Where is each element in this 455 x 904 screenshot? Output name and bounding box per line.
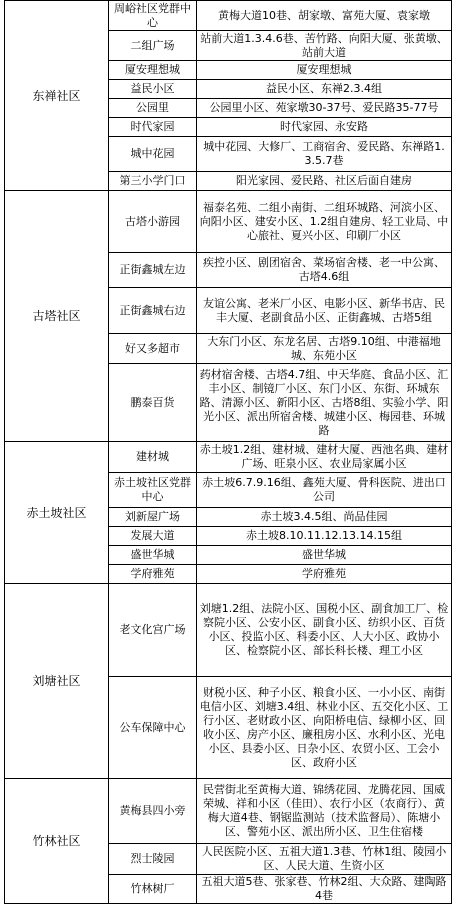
coverage-area-cell: 城中花园、大修厂、工商宿舍、爱民路、东禅路1.3.5.7巷 bbox=[197, 137, 452, 172]
coverage-area-cell: 赤土坡6.7.9.16组、鑫苑大厦、骨科医院、进出口公司 bbox=[197, 473, 452, 508]
site-name-cell: 周峪社区党群中心 bbox=[109, 1, 197, 31]
community-name-cell: 赤土坡社区 bbox=[5, 442, 109, 584]
coverage-area-cell: 赤土坡1.2组、建材城、建材大厦、西池名典、建材广场、旺泉小区、农业局家属小区 bbox=[197, 442, 452, 473]
table-row bbox=[5, 1, 452, 31]
table-row bbox=[5, 442, 452, 473]
coverage-area-cell: 公园里小区、苑家墩30-37号、爱民路35-77号 bbox=[197, 99, 452, 118]
site-name-cell: 老文化宫广场 bbox=[109, 584, 197, 677]
community-name-cell: 刘塘社区 bbox=[5, 584, 109, 779]
coverage-area-cell: 五祖大道5巷、张家巷、竹林2组、大众路、建陶路4巷 bbox=[197, 875, 452, 904]
table-row bbox=[5, 191, 452, 253]
coverage-area-cell: 人民医院小区、五祖大道1.3巷、竹林1组、陵园小区、人民大道、生资小区 bbox=[197, 844, 452, 875]
site-name-cell: 盛世华城 bbox=[109, 546, 197, 565]
site-name-cell: 好又多超市 bbox=[109, 334, 197, 364]
site-name-cell: 刘新屋广场 bbox=[109, 508, 197, 527]
site-name-cell: 正街鑫城左边 bbox=[109, 253, 197, 288]
site-name-cell: 第三小学门口 bbox=[109, 172, 197, 191]
coverage-area-cell: 大东门小区、东龙名居、古塔9.10组、中港福地城、东苑小区 bbox=[197, 334, 452, 364]
coverage-area-cell: 阳光家园、爱民路、社区后面自建房 bbox=[197, 172, 452, 191]
area-table-body bbox=[5, 1, 452, 904]
site-name-cell: 烈士陵园 bbox=[109, 844, 197, 875]
coverage-area-cell: 财税小区、种子小区、粮食小区、一小小区、南街电信小区、刘塘3.4组、林业小区、五交化小区、工行小区、老财政小区、向阳桥电信、绿柳小区、回收小区、房产小区、廉租房小区、水利小区、光电小区、县委小区、日杂小区、农贸小区、工会小区、政府小区 bbox=[197, 677, 452, 779]
community-name-cell: 竹林社区 bbox=[5, 779, 109, 904]
area-table bbox=[4, 0, 452, 904]
site-name-cell: 公车保障中心 bbox=[109, 677, 197, 779]
site-name-cell: 竹林树厂 bbox=[109, 875, 197, 904]
coverage-area-cell: 站前大道1.3.4.6巷、苦竹路、向阳大厦、张黄墩、站前大道 bbox=[197, 31, 452, 61]
site-name-cell: 黄梅县四小旁 bbox=[109, 779, 197, 844]
site-name-cell: 赤土坡社区党群中心 bbox=[109, 473, 197, 508]
coverage-area-cell: 福泰名苑、二组小南街、二组环城路、河滨小区、向阳小区、建安小区、1.2组自建房、轻工业局、中心旅社、夏兴小区、印刷厂小区 bbox=[197, 191, 452, 253]
coverage-area-cell: 疾控小区、剧团宿舍、菜场宿舍楼、老一中公寓、古塔4.6组 bbox=[197, 253, 452, 288]
site-name-cell: 城中花园 bbox=[109, 137, 197, 172]
site-name-cell: 二组广场 bbox=[109, 31, 197, 61]
coverage-area-cell: 益民小区、东禅2.3.4组 bbox=[197, 80, 452, 99]
site-name-cell: 厦安理想城 bbox=[109, 61, 197, 80]
site-name-cell: 正街鑫城右边 bbox=[109, 288, 197, 334]
site-name-cell: 鹏泰百货 bbox=[109, 364, 197, 442]
table-row bbox=[5, 584, 452, 677]
site-name-cell: 建材城 bbox=[109, 442, 197, 473]
site-name-cell: 古塔小游园 bbox=[109, 191, 197, 253]
coverage-area-cell: 友谊公寓、老米厂小区、电影小区、新华书店、民丰大厦、老副食品小区、正街鑫城、古塔5组 bbox=[197, 288, 452, 334]
community-name-cell: 古塔社区 bbox=[5, 191, 109, 442]
coverage-area-cell: 黄梅大道10巷、胡家墩、富苑大厦、袁家墩 bbox=[197, 1, 452, 31]
site-name-cell: 公园里 bbox=[109, 99, 197, 118]
coverage-area-cell: 赤土坡8.10.11.12.13.14.15组 bbox=[197, 527, 452, 546]
site-name-cell: 益民小区 bbox=[109, 80, 197, 99]
coverage-area-cell: 盛世华城 bbox=[197, 546, 452, 565]
coverage-area-cell: 刘塘1.2组、法院小区、国税小区、副食加工厂、检察院小区、公安小区、副食小区、纺织小区、百货小区、投监小区、科委小区、人大小区、政协小区、检察院小区、部长科长楼、理工小区 bbox=[197, 584, 452, 677]
coverage-area-cell: 药材宿舍楼、古塔4.7组、中天华庭、食品小区、汇丰小区、制镜厂小区、东门小区、东街、环城东路、清源小区、新阳小区、古塔8组、实验小学、阳光小区、派出所宿舍楼、城建小区、梅园巷、环城路 bbox=[197, 364, 452, 442]
table-row bbox=[5, 779, 452, 844]
coverage-area-cell: 学府雅苑 bbox=[197, 565, 452, 584]
coverage-area-cell: 厦安理想城 bbox=[197, 61, 452, 80]
coverage-area-cell: 赤土坡3.4.5组、尚品佳园 bbox=[197, 508, 452, 527]
site-name-cell: 时代家园 bbox=[109, 118, 197, 137]
site-name-cell: 学府雅苑 bbox=[109, 565, 197, 584]
coverage-area-cell: 时代家园、永安路 bbox=[197, 118, 452, 137]
coverage-area-cell: 民营街北至黄梅大道、锦绣花园、龙腾花园、国威荣城、祥和小区（佳田）、农行小区（农商行）、黄梅大道4巷、钢锯监测站（技术监督局）、陈塘小区、警苑小区、派出所小区、卫生住宿楼 bbox=[197, 779, 452, 844]
site-name-cell: 发展大道 bbox=[109, 527, 197, 546]
community-name-cell: 东禅社区 bbox=[5, 1, 109, 191]
